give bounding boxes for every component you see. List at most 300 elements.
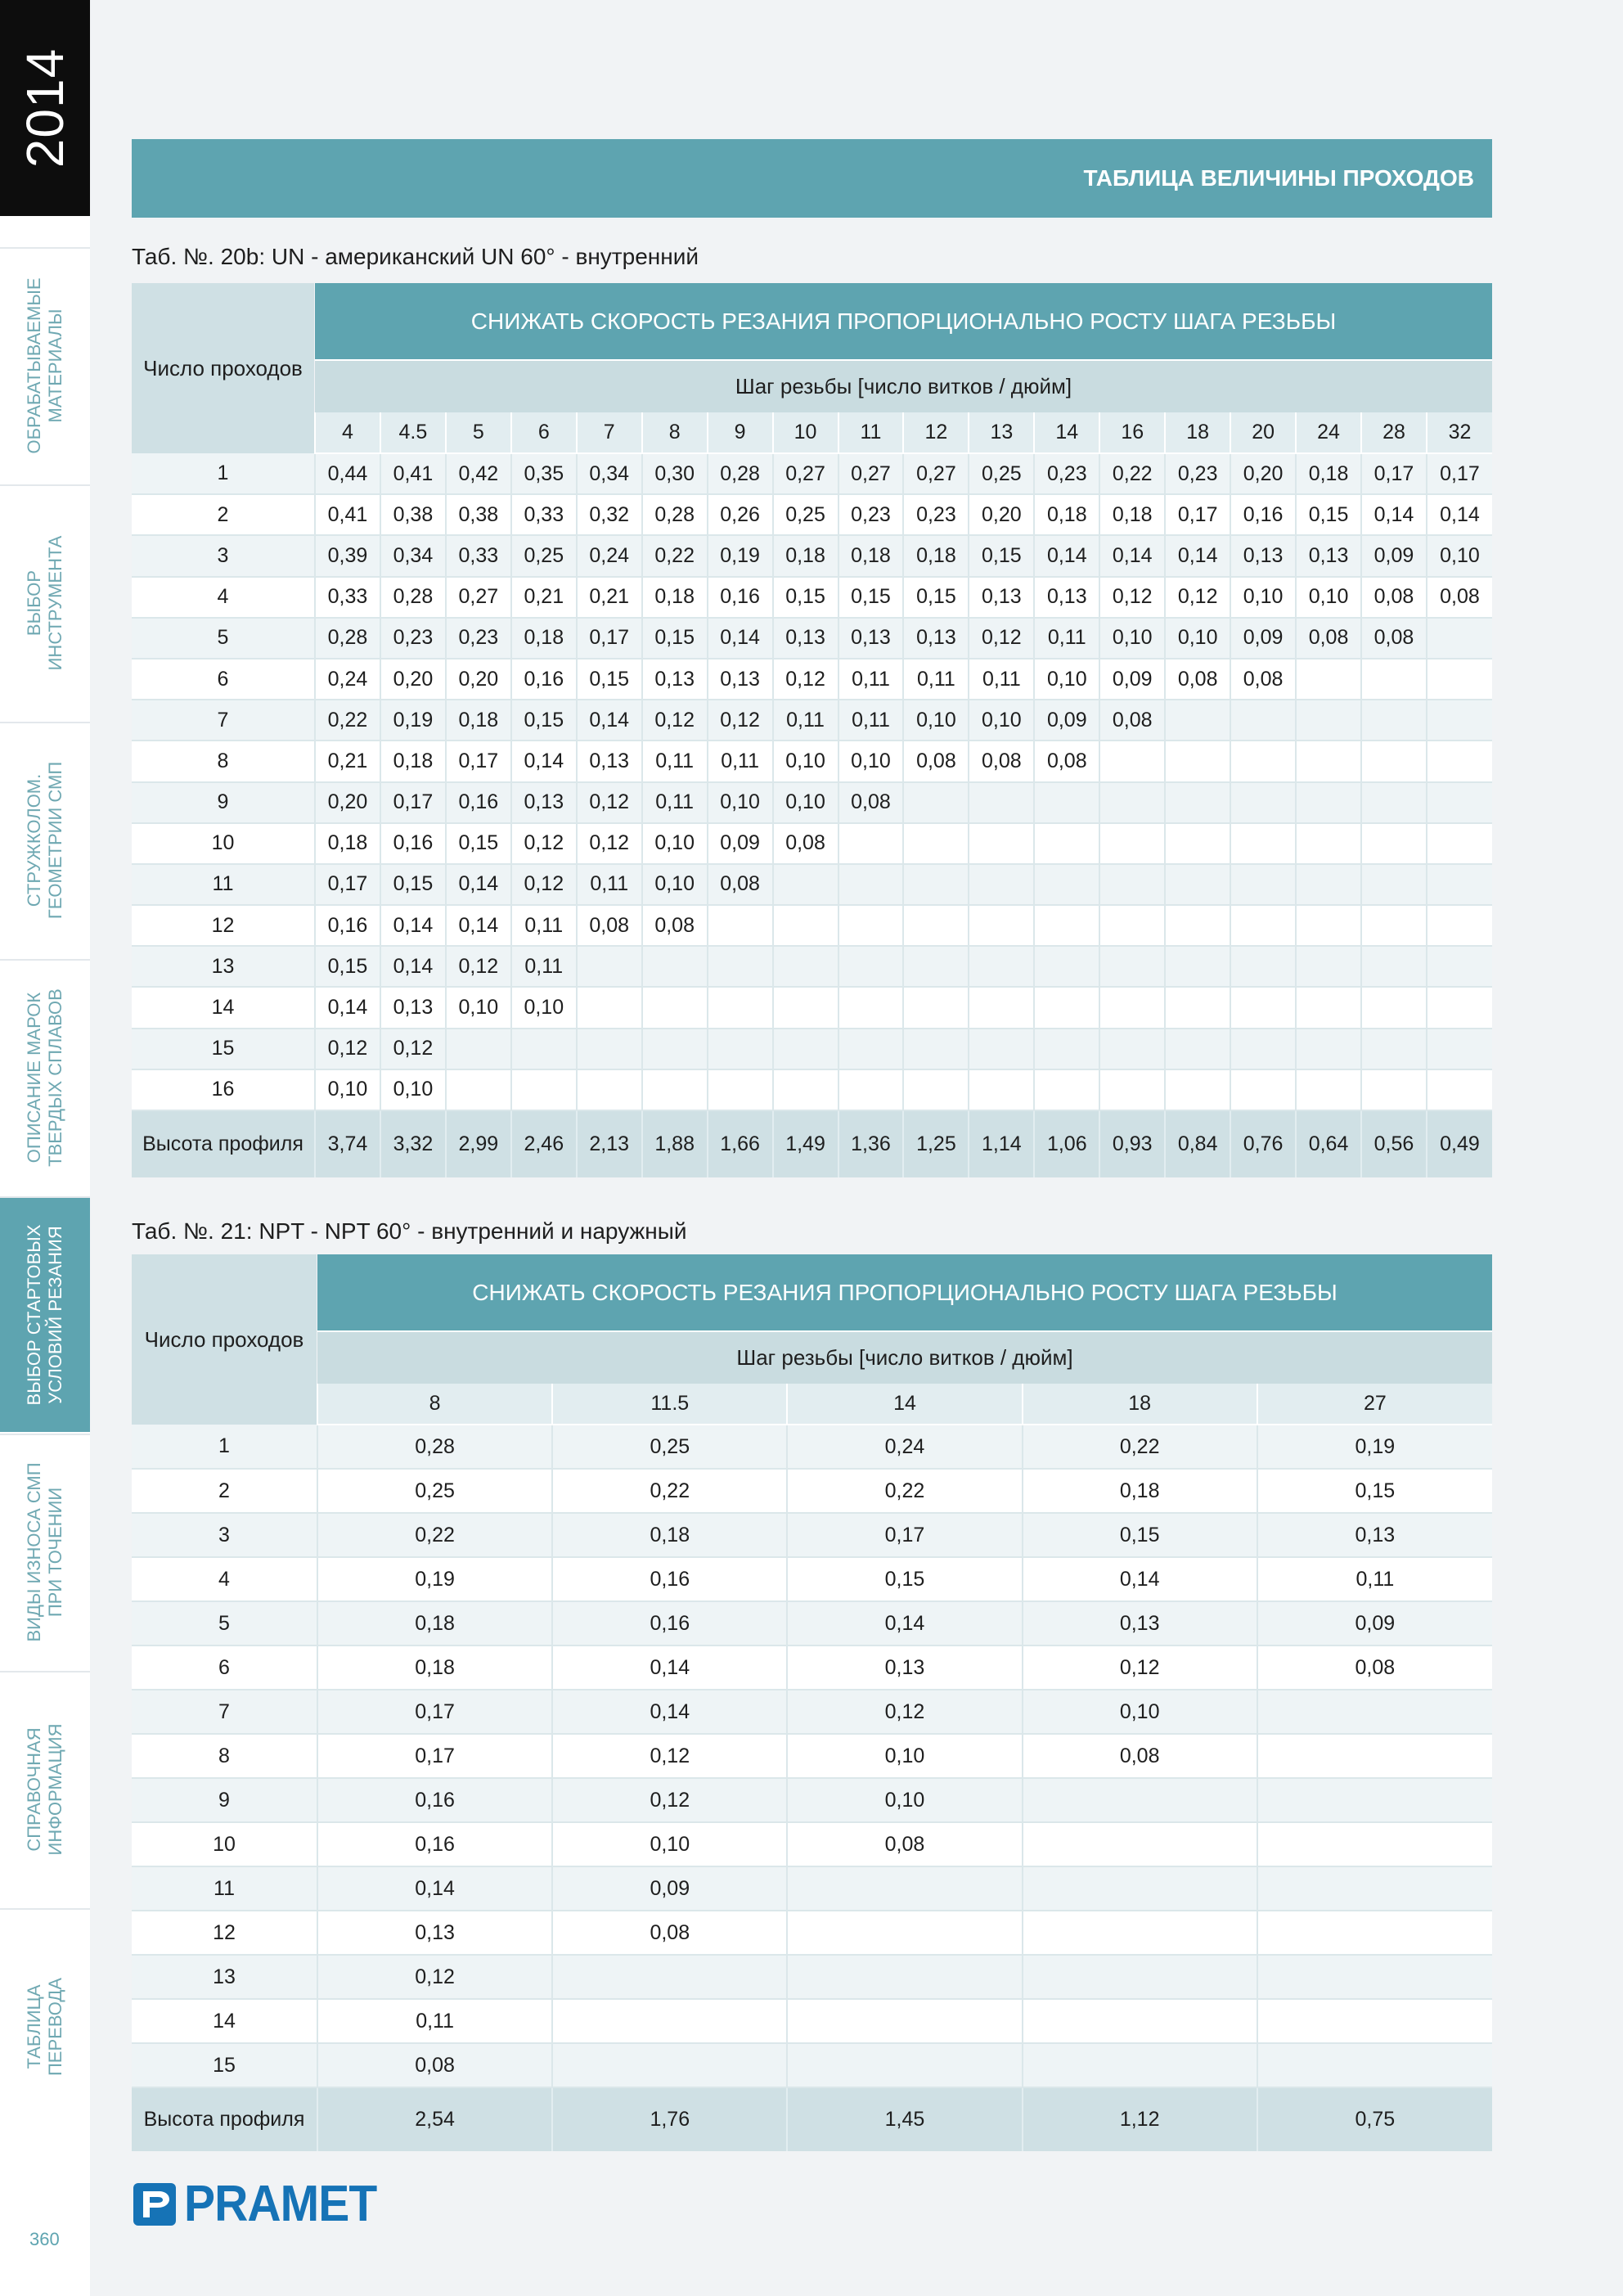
value-cell bbox=[773, 987, 838, 1028]
value-cell: 0,10 bbox=[446, 987, 511, 1028]
pass-number-cell: 1 bbox=[132, 1425, 317, 1469]
value-cell bbox=[1099, 905, 1165, 946]
value-cell: 0,12 bbox=[1099, 577, 1165, 618]
sidebar-tab-conversion[interactable] bbox=[0, 1908, 90, 2144]
pass-number-cell: 3 bbox=[132, 535, 315, 576]
value-cell: 0,12 bbox=[380, 1029, 446, 1069]
table-row bbox=[132, 1645, 1492, 1690]
value-cell bbox=[1296, 741, 1361, 781]
pass-number-cell: 13 bbox=[132, 946, 315, 987]
value-cell: 0,16 bbox=[380, 823, 446, 864]
value-cell bbox=[1361, 864, 1427, 905]
value-cell bbox=[708, 905, 773, 946]
value-cell: 0,11 bbox=[708, 741, 773, 781]
value-cell: 0,11 bbox=[642, 741, 708, 781]
value-cell: 0,25 bbox=[552, 1425, 787, 1469]
value-cell bbox=[1099, 864, 1165, 905]
page-number: 360 bbox=[29, 2229, 60, 2249]
value-cell: 0,14 bbox=[1023, 1557, 1257, 1601]
value-cell: 0,17 bbox=[1361, 453, 1427, 494]
profile-height-cell: 1,88 bbox=[642, 1110, 708, 1177]
profile-height-cell: 2,54 bbox=[317, 2087, 552, 2151]
pass-number-cell: 6 bbox=[132, 1645, 317, 1690]
value-cell: 0,33 bbox=[315, 577, 380, 618]
value-cell bbox=[1361, 659, 1427, 700]
value-cell bbox=[1165, 946, 1230, 987]
value-cell: 0,17 bbox=[315, 864, 380, 905]
value-cell bbox=[1165, 700, 1230, 741]
value-cell: 0,33 bbox=[446, 535, 511, 576]
value-cell: 0,18 bbox=[552, 1513, 787, 1557]
value-cell: 0,22 bbox=[315, 700, 380, 741]
value-cell bbox=[511, 1069, 577, 1110]
pitch-cell: 10 bbox=[773, 412, 838, 453]
value-cell: 0,23 bbox=[446, 618, 511, 659]
table-row bbox=[132, 577, 1492, 618]
value-cell: 0,18 bbox=[1034, 494, 1099, 535]
value-cell: 0,12 bbox=[642, 700, 708, 741]
value-cell: 0,10 bbox=[1427, 535, 1492, 576]
table-row bbox=[132, 1469, 1492, 1513]
value-cell: 0,38 bbox=[446, 494, 511, 535]
value-cell: 0,20 bbox=[1230, 453, 1296, 494]
sidebar-tab-cutting-conditions[interactable] bbox=[0, 1196, 90, 1432]
value-cell: 0,10 bbox=[838, 741, 904, 781]
profile-height-cell: 0,75 bbox=[1257, 2087, 1492, 2151]
value-cell: 0,08 bbox=[1099, 700, 1165, 741]
profile-height-cell: 0,56 bbox=[1361, 1110, 1427, 1177]
value-cell: 0,10 bbox=[1023, 1690, 1257, 1734]
value-cell: 0,16 bbox=[446, 782, 511, 823]
pitch-cell: 8 bbox=[642, 412, 708, 453]
value-cell bbox=[708, 987, 773, 1028]
value-cell bbox=[969, 782, 1034, 823]
value-cell: 0,24 bbox=[787, 1425, 1022, 1469]
value-cell: 0,27 bbox=[838, 453, 904, 494]
value-cell bbox=[1165, 741, 1230, 781]
value-cell: 0,10 bbox=[787, 1778, 1022, 1822]
value-cell: 0,14 bbox=[1099, 535, 1165, 576]
value-cell: 0,15 bbox=[380, 864, 446, 905]
sidebar-tab-tool-selection[interactable] bbox=[0, 484, 90, 720]
value-cell bbox=[552, 1955, 787, 1999]
value-cell bbox=[969, 823, 1034, 864]
sidebar-tab-grades[interactable] bbox=[0, 959, 90, 1195]
value-cell bbox=[838, 905, 904, 946]
value-cell bbox=[1427, 782, 1492, 823]
pitch-cell: 18 bbox=[1165, 412, 1230, 453]
profile-height-cell: 1,25 bbox=[903, 1110, 969, 1177]
profile-height-cell: 2,46 bbox=[511, 1110, 577, 1177]
value-cell: 0,21 bbox=[511, 577, 577, 618]
value-cell: 0,13 bbox=[1257, 1513, 1492, 1557]
pass-number-cell: 7 bbox=[132, 700, 315, 741]
value-cell: 0,08 bbox=[838, 782, 904, 823]
value-cell: 0,18 bbox=[903, 535, 969, 576]
profile-height-cell: 1,49 bbox=[773, 1110, 838, 1177]
sidebar-tab-label: ОПИСАНИЕ МАРОК ТВЕРДЫХ СПЛАВОВ bbox=[24, 988, 65, 1167]
profile-height-cell: 3,74 bbox=[315, 1110, 380, 1177]
value-cell: 0,25 bbox=[773, 494, 838, 535]
value-cell: 0,08 bbox=[708, 864, 773, 905]
value-cell bbox=[1296, 946, 1361, 987]
value-cell bbox=[1023, 1999, 1257, 2043]
value-cell: 0,22 bbox=[317, 1513, 552, 1557]
table-header-title: СНИЖАТЬ СКОРОСТЬ РЕЗАНИЯ ПРОПОРЦИОНАЛЬНО РОСТУ ШАГА РЕЗЬБЫ bbox=[315, 283, 1492, 360]
value-cell: 0,10 bbox=[552, 1822, 787, 1866]
value-cell bbox=[577, 1069, 642, 1110]
value-cell: 0,17 bbox=[446, 741, 511, 781]
value-cell bbox=[838, 1069, 904, 1110]
value-cell: 0,15 bbox=[642, 618, 708, 659]
value-cell: 0,44 bbox=[315, 453, 380, 494]
value-cell: 0,22 bbox=[642, 535, 708, 576]
value-cell: 0,10 bbox=[642, 823, 708, 864]
pass-number-cell: 8 bbox=[132, 741, 315, 781]
value-cell: 0,14 bbox=[380, 905, 446, 946]
value-cell: 0,15 bbox=[969, 535, 1034, 576]
value-cell bbox=[969, 864, 1034, 905]
table-row bbox=[132, 1690, 1492, 1734]
value-cell bbox=[1230, 700, 1296, 741]
value-cell: 0,10 bbox=[708, 782, 773, 823]
table-row bbox=[132, 618, 1492, 659]
table-row bbox=[132, 905, 1492, 946]
value-cell: 0,41 bbox=[315, 494, 380, 535]
value-cell: 0,23 bbox=[903, 494, 969, 535]
pass-number-cell: 13 bbox=[132, 1955, 317, 1999]
sidebar-tab-label: ВЫБОР ИНСТРУМЕНТА bbox=[24, 535, 65, 671]
pass-number-cell: 14 bbox=[132, 987, 315, 1028]
value-cell: 0,42 bbox=[446, 453, 511, 494]
pitch-cell: 9 bbox=[708, 412, 773, 453]
pitch-cell: 12 bbox=[903, 412, 969, 453]
value-cell: 0,11 bbox=[317, 1999, 552, 2043]
value-cell: 0,30 bbox=[642, 453, 708, 494]
value-cell: 0,15 bbox=[446, 823, 511, 864]
value-cell bbox=[1165, 905, 1230, 946]
sidebar-tab-chipbreakers[interactable] bbox=[0, 722, 90, 957]
value-cell: 0,22 bbox=[552, 1469, 787, 1513]
value-cell: 0,11 bbox=[838, 700, 904, 741]
value-cell bbox=[511, 1029, 577, 1069]
pass-number-cell: 3 bbox=[132, 1513, 317, 1557]
value-cell: 0,15 bbox=[838, 577, 904, 618]
table-row bbox=[132, 1911, 1492, 1955]
value-cell bbox=[1257, 1822, 1492, 1866]
sidebar-tab-label: СТРУЖКОЛОМ. ГЕОМЕТРИИ СМП bbox=[24, 761, 65, 920]
value-cell bbox=[446, 1029, 511, 1069]
value-cell: 0,28 bbox=[380, 577, 446, 618]
value-cell: 0,16 bbox=[1230, 494, 1296, 535]
value-cell: 0,09 bbox=[1257, 1601, 1492, 1645]
profile-height-cell: 2,99 bbox=[446, 1110, 511, 1177]
value-cell: 0,27 bbox=[773, 453, 838, 494]
value-cell: 0,24 bbox=[577, 535, 642, 576]
value-cell bbox=[1427, 823, 1492, 864]
value-cell bbox=[838, 946, 904, 987]
value-cell: 0,09 bbox=[1034, 700, 1099, 741]
value-cell: 0,11 bbox=[838, 659, 904, 700]
value-cell: 0,11 bbox=[969, 659, 1034, 700]
sidebar-tab-wear[interactable] bbox=[0, 1434, 90, 1669]
value-cell: 0,13 bbox=[969, 577, 1034, 618]
table-row bbox=[132, 864, 1492, 905]
value-cell: 0,11 bbox=[773, 700, 838, 741]
value-cell bbox=[1257, 2043, 1492, 2087]
value-cell: 0,19 bbox=[708, 535, 773, 576]
table-row bbox=[132, 1069, 1492, 1110]
value-cell: 0,10 bbox=[787, 1734, 1022, 1778]
value-cell bbox=[1427, 987, 1492, 1028]
pitch-cell: 24 bbox=[1296, 412, 1361, 453]
table-row bbox=[132, 1866, 1492, 1911]
value-cell bbox=[1427, 864, 1492, 905]
value-cell bbox=[1296, 905, 1361, 946]
value-cell bbox=[1034, 782, 1099, 823]
value-cell bbox=[1034, 987, 1099, 1028]
value-cell bbox=[1257, 1866, 1492, 1911]
value-cell bbox=[1165, 987, 1230, 1028]
pass-number-cell: 10 bbox=[132, 823, 315, 864]
value-cell: 0,11 bbox=[577, 864, 642, 905]
pitch-cell: 14 bbox=[787, 1384, 1022, 1425]
value-cell: 0,18 bbox=[642, 577, 708, 618]
value-cell bbox=[1165, 1029, 1230, 1069]
value-cell bbox=[1296, 700, 1361, 741]
value-cell: 0,28 bbox=[642, 494, 708, 535]
value-cell: 0,17 bbox=[1165, 494, 1230, 535]
table-row bbox=[132, 494, 1492, 535]
pass-number-cell: 15 bbox=[132, 1029, 315, 1069]
value-cell: 0,33 bbox=[511, 494, 577, 535]
value-cell: 0,08 bbox=[969, 741, 1034, 781]
value-cell: 0,14 bbox=[1034, 535, 1099, 576]
value-cell bbox=[773, 905, 838, 946]
table-row bbox=[132, 823, 1492, 864]
value-cell: 0,13 bbox=[1023, 1601, 1257, 1645]
value-cell: 0,17 bbox=[380, 782, 446, 823]
value-cell bbox=[903, 1029, 969, 1069]
value-cell bbox=[1296, 823, 1361, 864]
value-cell: 0,14 bbox=[380, 946, 446, 987]
value-cell bbox=[708, 946, 773, 987]
value-cell bbox=[642, 1069, 708, 1110]
value-cell bbox=[903, 823, 969, 864]
value-cell bbox=[1427, 618, 1492, 659]
value-cell bbox=[838, 823, 904, 864]
value-cell: 0,41 bbox=[380, 453, 446, 494]
value-cell: 0,08 bbox=[1230, 659, 1296, 700]
pramet-logo-icon bbox=[132, 2181, 178, 2227]
value-cell bbox=[1034, 864, 1099, 905]
subheader-row bbox=[132, 1331, 1492, 1384]
value-cell: 0,08 bbox=[552, 1911, 787, 1955]
value-cell: 0,11 bbox=[511, 905, 577, 946]
value-cell: 0,12 bbox=[315, 1029, 380, 1069]
profile-height-label: Высота профиля bbox=[132, 1110, 315, 1177]
profile-height-cell: 1,14 bbox=[969, 1110, 1034, 1177]
value-cell bbox=[838, 1029, 904, 1069]
value-cell bbox=[1257, 1690, 1492, 1734]
value-cell bbox=[1427, 1069, 1492, 1110]
value-cell bbox=[1296, 659, 1361, 700]
value-cell: 0,08 bbox=[1361, 618, 1427, 659]
profile-height-cell: 0,93 bbox=[1099, 1110, 1165, 1177]
value-cell: 0,28 bbox=[708, 453, 773, 494]
value-cell bbox=[577, 987, 642, 1028]
value-cell: 0,22 bbox=[1099, 453, 1165, 494]
value-cell: 0,19 bbox=[317, 1557, 552, 1601]
value-cell bbox=[1296, 987, 1361, 1028]
sidebar-tab-materials[interactable] bbox=[0, 247, 90, 483]
pitch-cell: 11 bbox=[838, 412, 904, 453]
value-cell: 0,18 bbox=[511, 618, 577, 659]
value-cell: 0,15 bbox=[787, 1557, 1022, 1601]
value-cell bbox=[787, 1866, 1022, 1911]
table-un-thread-passes bbox=[132, 283, 1492, 1177]
table-row bbox=[132, 1999, 1492, 2043]
value-cell: 0,08 bbox=[1023, 1734, 1257, 1778]
value-cell bbox=[787, 2043, 1022, 2087]
table-row bbox=[132, 700, 1492, 741]
value-cell: 0,10 bbox=[1165, 618, 1230, 659]
value-cell bbox=[1427, 700, 1492, 741]
profile-height-cell: 1,12 bbox=[1023, 2087, 1257, 2151]
value-cell bbox=[1230, 987, 1296, 1028]
value-cell: 0,19 bbox=[1257, 1425, 1492, 1469]
pass-number-cell: 9 bbox=[132, 1778, 317, 1822]
value-cell: 0,18 bbox=[317, 1645, 552, 1690]
pass-number-cell: 2 bbox=[132, 494, 315, 535]
value-cell: 0,08 bbox=[317, 2043, 552, 2087]
value-cell: 0,13 bbox=[773, 618, 838, 659]
value-cell: 0,15 bbox=[903, 577, 969, 618]
value-cell bbox=[1361, 905, 1427, 946]
value-cell: 0,09 bbox=[1361, 535, 1427, 576]
table-row bbox=[132, 1734, 1492, 1778]
value-cell: 0,10 bbox=[315, 1069, 380, 1110]
value-cell bbox=[1427, 1029, 1492, 1069]
value-cell bbox=[1230, 782, 1296, 823]
value-cell: 0,12 bbox=[787, 1690, 1022, 1734]
value-cell: 0,14 bbox=[708, 618, 773, 659]
value-cell: 0,15 bbox=[1257, 1469, 1492, 1513]
pramet-logo bbox=[132, 2176, 393, 2232]
value-cell: 0,20 bbox=[380, 659, 446, 700]
value-cell bbox=[1023, 2043, 1257, 2087]
value-cell bbox=[903, 987, 969, 1028]
value-cell bbox=[552, 1999, 787, 2043]
value-cell: 0,34 bbox=[577, 453, 642, 494]
profile-height-cell: 2,13 bbox=[577, 1110, 642, 1177]
value-cell: 0,28 bbox=[317, 1425, 552, 1469]
pass-number-cell: 12 bbox=[132, 1911, 317, 1955]
value-cell: 0,19 bbox=[380, 700, 446, 741]
value-cell: 0,16 bbox=[317, 1822, 552, 1866]
pitch-cell: 16 bbox=[1099, 412, 1165, 453]
value-cell bbox=[1099, 987, 1165, 1028]
value-cell: 0,23 bbox=[380, 618, 446, 659]
profile-height-row bbox=[132, 1110, 1492, 1177]
value-cell: 0,18 bbox=[317, 1601, 552, 1645]
value-cell: 0,22 bbox=[787, 1469, 1022, 1513]
value-cell: 0,15 bbox=[1023, 1513, 1257, 1557]
value-cell: 0,14 bbox=[577, 700, 642, 741]
value-cell bbox=[1165, 823, 1230, 864]
value-cell: 0,13 bbox=[380, 987, 446, 1028]
value-cell bbox=[1034, 1069, 1099, 1110]
value-cell: 0,08 bbox=[787, 1822, 1022, 1866]
value-cell bbox=[1230, 946, 1296, 987]
value-cell: 0,12 bbox=[577, 782, 642, 823]
value-cell: 0,23 bbox=[1034, 453, 1099, 494]
value-cell: 0,25 bbox=[317, 1469, 552, 1513]
value-cell: 0,08 bbox=[1034, 741, 1099, 781]
value-cell bbox=[773, 1069, 838, 1110]
value-cell bbox=[552, 2043, 787, 2087]
value-cell: 0,15 bbox=[577, 659, 642, 700]
profile-height-row bbox=[132, 2087, 1492, 2151]
table-row bbox=[132, 1778, 1492, 1822]
value-cell bbox=[787, 1955, 1022, 1999]
profile-height-cell: 1,06 bbox=[1034, 1110, 1099, 1177]
pass-number-cell: 2 bbox=[132, 1469, 317, 1513]
value-cell: 0,10 bbox=[1034, 659, 1099, 700]
value-cell: 0,10 bbox=[969, 700, 1034, 741]
value-cell: 0,15 bbox=[315, 946, 380, 987]
value-cell bbox=[1023, 1866, 1257, 1911]
value-cell: 0,39 bbox=[315, 535, 380, 576]
value-cell bbox=[1099, 946, 1165, 987]
value-cell bbox=[1230, 1069, 1296, 1110]
value-cell: 0,13 bbox=[1034, 577, 1099, 618]
page-banner bbox=[132, 139, 1492, 218]
value-cell: 0,11 bbox=[1257, 1557, 1492, 1601]
value-cell: 0,14 bbox=[552, 1690, 787, 1734]
pass-number-cell: 8 bbox=[132, 1734, 317, 1778]
value-cell: 0,18 bbox=[838, 535, 904, 576]
value-cell: 0,11 bbox=[511, 946, 577, 987]
pass-number-cell: 14 bbox=[132, 1999, 317, 2043]
pass-number-cell: 5 bbox=[132, 1601, 317, 1645]
value-cell: 0,35 bbox=[511, 453, 577, 494]
table-header-title: СНИЖАТЬ СКОРОСТЬ РЕЗАНИЯ ПРОПОРЦИОНАЛЬНО РОСТУ ШАГА РЕЗЬБЫ bbox=[317, 1254, 1492, 1331]
value-cell bbox=[1023, 1911, 1257, 1955]
table-npt-thread-passes bbox=[132, 1254, 1492, 2151]
value-cell bbox=[969, 905, 1034, 946]
sidebar-tab-reference[interactable] bbox=[0, 1671, 90, 1907]
value-cell: 0,08 bbox=[642, 905, 708, 946]
table-row bbox=[132, 659, 1492, 700]
value-cell bbox=[969, 946, 1034, 987]
pitch-cell: 6 bbox=[511, 412, 577, 453]
pass-number-cell: 1 bbox=[132, 453, 315, 494]
profile-height-cell: 0,49 bbox=[1427, 1110, 1492, 1177]
value-cell bbox=[773, 864, 838, 905]
value-cell: 0,14 bbox=[1361, 494, 1427, 535]
pitch-cell: 7 bbox=[577, 412, 642, 453]
header-row bbox=[132, 1254, 1492, 1331]
value-cell bbox=[1361, 1069, 1427, 1110]
value-cell: 0,09 bbox=[1230, 618, 1296, 659]
value-cell bbox=[642, 1029, 708, 1069]
value-cell bbox=[1427, 659, 1492, 700]
row-header-label: Число проходов bbox=[132, 283, 315, 453]
value-cell: 0,12 bbox=[969, 618, 1034, 659]
value-cell bbox=[1427, 741, 1492, 781]
value-cell bbox=[969, 1029, 1034, 1069]
